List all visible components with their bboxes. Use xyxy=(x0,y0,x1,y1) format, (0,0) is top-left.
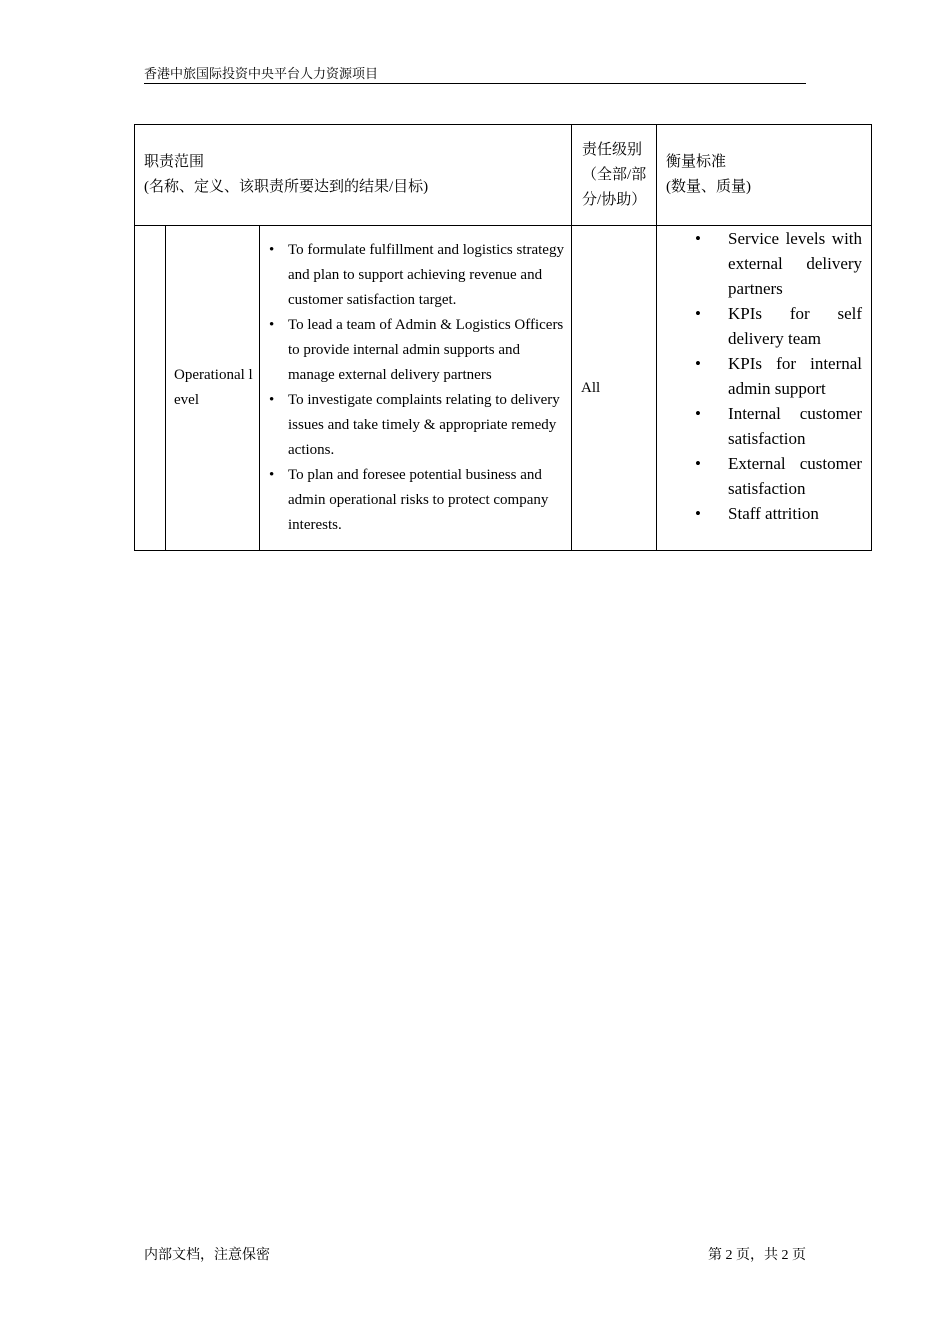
header-scope-subtitle: (名称、定义、该职责所要达到的结果/目标) xyxy=(144,179,429,195)
duties-list xyxy=(260,238,567,538)
header-standard-cell xyxy=(657,125,872,226)
measure-text: Internal customer satisfaction xyxy=(728,404,863,448)
bullet-icon: • xyxy=(269,242,275,258)
document-header-title: 香港中旅国际投资中央平台人力资源项目 xyxy=(144,66,379,81)
list-item xyxy=(657,301,862,351)
bullet-icon: • xyxy=(695,304,701,323)
table-header-row xyxy=(135,125,872,226)
table-row xyxy=(135,226,872,551)
header-scope-cell xyxy=(135,125,572,226)
bullet-icon: • xyxy=(695,354,701,373)
header-standard-title: 衡量标准 xyxy=(666,154,727,170)
list-item xyxy=(260,463,567,538)
duty-text: To formulate fulfillment and logistics strategy and plan to support achieving revenue and customer satisfaction target. xyxy=(288,242,564,308)
row-duties-cell xyxy=(260,226,572,551)
list-item xyxy=(657,451,862,501)
measure-text: Staff attrition xyxy=(728,504,819,523)
bullet-icon: • xyxy=(269,467,275,483)
header-rule xyxy=(144,83,806,84)
bullet-icon: • xyxy=(695,229,701,248)
bullet-icon: • xyxy=(269,317,275,333)
footer-confidential-note: 内部文档，注意保密 xyxy=(144,1248,270,1263)
list-item xyxy=(260,388,567,463)
list-item xyxy=(260,313,567,388)
responsibility-table xyxy=(134,124,872,551)
footer-page-number: 第 2 页，共 2 页 xyxy=(708,1248,806,1263)
bullet-icon: • xyxy=(269,392,275,408)
row-blank-cell xyxy=(135,226,166,551)
header-standard-subtitle: (数量、质量) xyxy=(666,179,752,195)
duty-text: To investigate complaints relating to delivery issues and take timely & appropriate remedy actions. xyxy=(288,392,560,458)
list-item xyxy=(260,238,567,313)
measure-text: KPIs for internal admin support xyxy=(728,354,863,398)
list-item xyxy=(657,501,862,526)
duty-text: To lead a team of Admin & Logistics Officers to provide internal admin supports and manage external delivery partners xyxy=(288,317,564,383)
duty-text: To plan and foresee potential business and admin operational risks to protect company interests. xyxy=(288,467,549,533)
list-item xyxy=(657,351,862,401)
list-item xyxy=(657,226,862,301)
row-level-cell: All xyxy=(572,226,657,551)
header-scope-title: 职责范围 xyxy=(144,154,205,170)
bullet-icon: • xyxy=(695,404,701,423)
bullet-icon: • xyxy=(695,454,701,473)
measure-text: Service levels with external delivery partners xyxy=(728,229,863,298)
measure-text: External customer satisfaction xyxy=(728,454,863,498)
row-measures-cell xyxy=(657,226,872,551)
header-level-cell xyxy=(572,125,657,226)
list-item xyxy=(657,401,862,451)
row-role-cell: Operational level xyxy=(166,226,260,551)
measures-list xyxy=(657,226,862,526)
measure-text: KPIs for self delivery team xyxy=(728,304,863,348)
header-level-text: 责任级别（全部/部分/协助） xyxy=(582,141,647,208)
bullet-icon: • xyxy=(695,504,701,523)
